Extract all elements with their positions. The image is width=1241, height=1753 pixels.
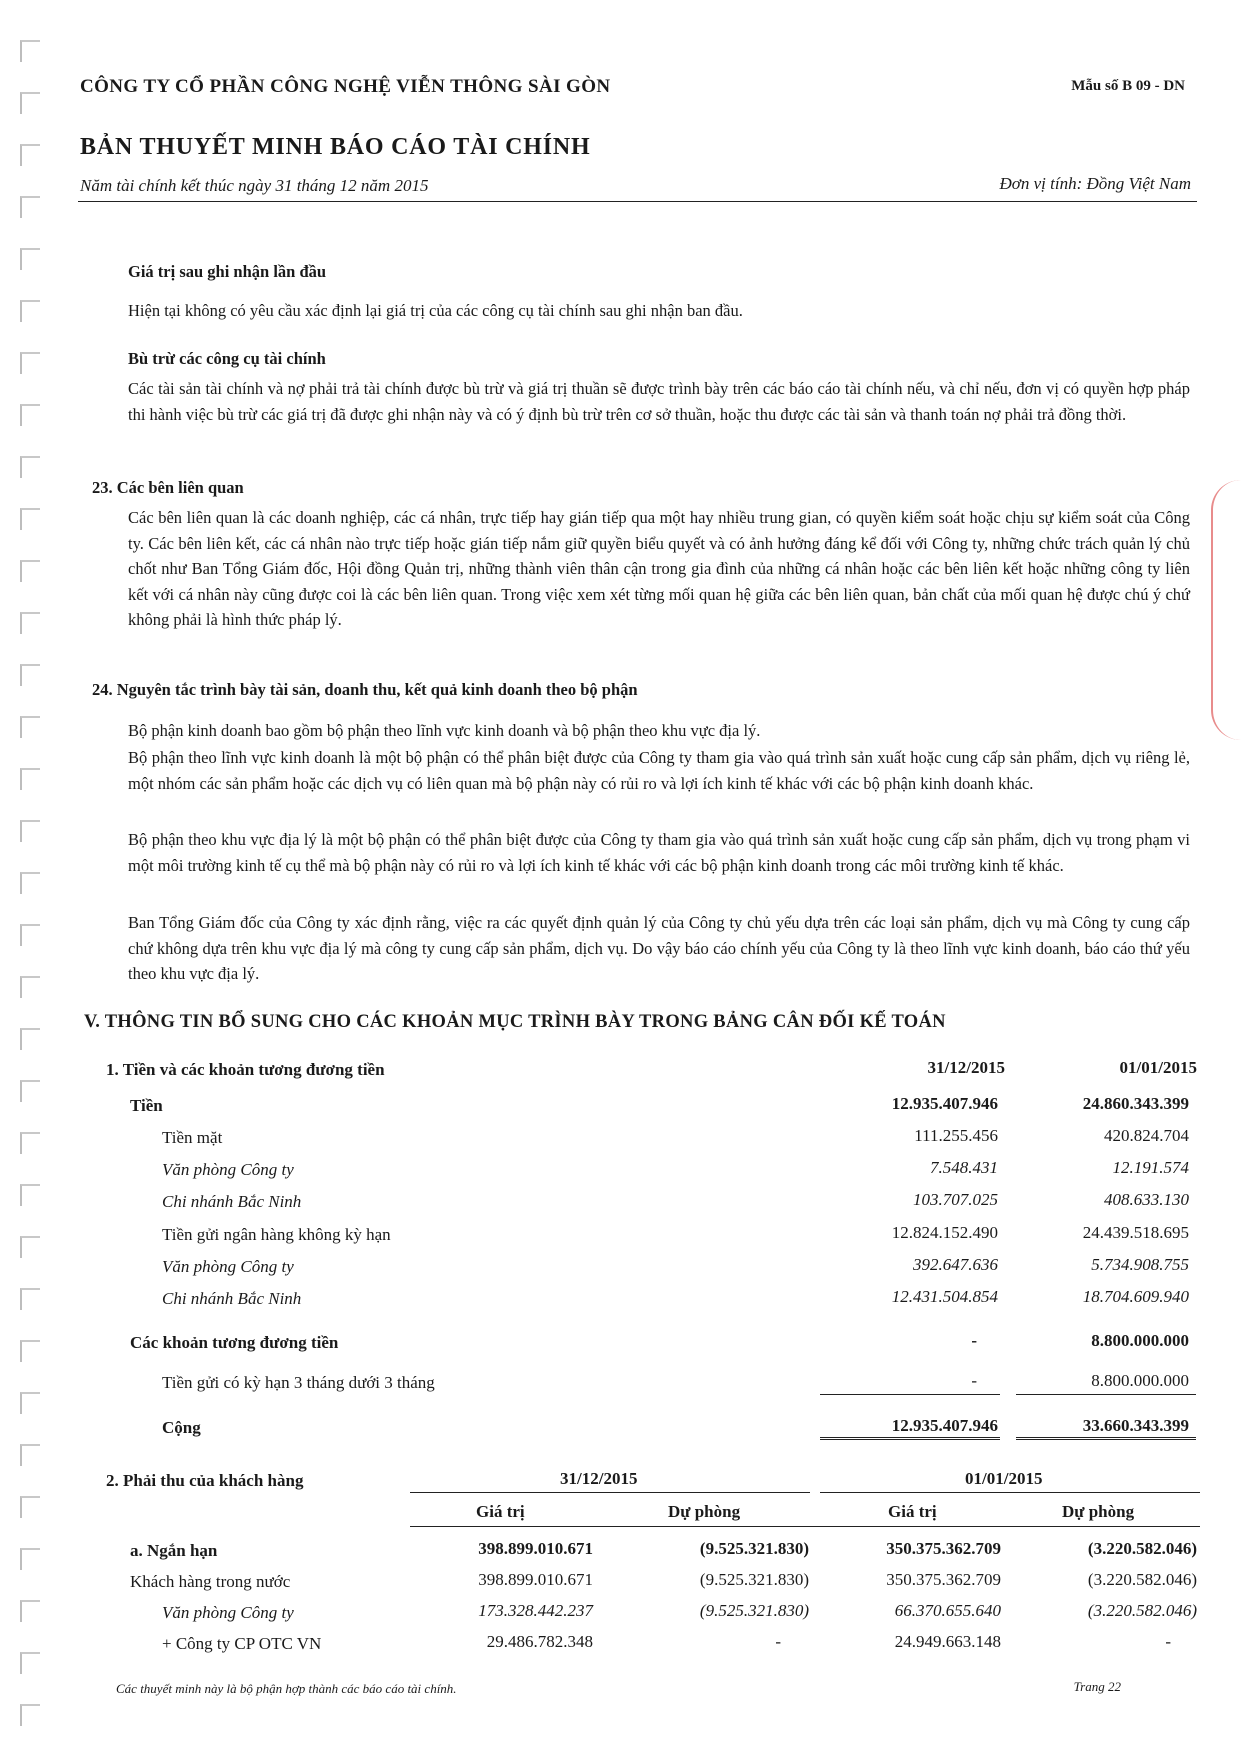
row-value-2014: 24.860.343.399 [1082,1094,1189,1113]
row-value-2015: 392.647.636 [913,1255,998,1274]
related-parties-heading: 23. Các bên liên quan [92,478,244,497]
row-label: Tiền mặt [162,1128,223,1147]
company-name: CÔNG TY CỔ PHẦN CÔNG NGHỆ VIỄN THÔNG SÀI GÒN [80,76,611,97]
row-label: + Công ty CP OTC VN [162,1634,322,1653]
segment-paragraph-3: Bộ phận theo khu vực địa lý là một bộ phận có thể phân biệt được của Công ty tham gia vào quá trình sản xuất hoặc cung cấp sản phẩm, dịch vụ trong phạm vi một môi trường kinh tế cụ thể mà bộ phận này có rủi ro và lợi ích kinh tế khác với các bộ phận kinh doanh trong các môi trường kinh tế khác. [128,830,1190,875]
row-label: Chi nhánh Bắc Ninh [162,1192,302,1211]
row-provision-2015: - [775,1632,781,1651]
row-label: Tiền [130,1096,163,1115]
row-value-2015: 12.431.504.854 [891,1287,998,1306]
row-provision-2015: (9.525.321.830) [699,1601,809,1620]
row-label: Tiền gửi có kỳ hạn 3 tháng dưới 3 tháng [162,1373,435,1392]
row-label: Khách hàng trong nước [130,1572,291,1591]
cash-col-2014-header: 01/01/2015 [1119,1058,1197,1077]
row-label: Tiền gửi ngân hàng không kỳ hạn [162,1225,391,1244]
sub-header-rule [410,1526,1200,1527]
row-provision-2014: - [1165,1632,1171,1651]
sub-header-provision-2015: Dự phòng [668,1502,741,1521]
offsetting-text: Các tài sản tài chính và nợ phải trả tài chính được bù trừ và giá trị thuần sẽ được trình bày trên các báo cáo tài chính nếu, và chỉ nếu, đơn vị có quyền hợp pháp thi hành việc bù trừ các giá trị đã được ghi nhận này và có ý định bù trừ trên cơ sở thuần, hoặc thu được các tài sản và thanh toán nợ phải trả đồng thời. [128,379,1190,424]
footer-note: Các thuyết minh này là bộ phận hợp thành các báo cáo tài chính. [116,1681,457,1696]
cash-table-heading: 1. Tiền và các khoản tương đương tiền [106,1060,385,1079]
row-value-2014: 420.824.704 [1104,1126,1189,1145]
segment-heading: 24. Nguyên tắc trình bày tài sản, doanh thu, kết quả kinh doanh theo bộ phận [92,680,638,699]
row-value-2015: 12.935.407.946 [891,1094,998,1113]
row-value-2015: - [971,1371,977,1390]
row-value-2014: 24.439.518.695 [1082,1223,1189,1242]
row-value-2014: 8.800.000.000 [1091,1371,1189,1390]
row-value-2014: 66.370.655.640 [894,1601,1001,1620]
row-value-2014: 8.800.000.000 [1091,1331,1189,1350]
form-code: Mẫu số B 09 - DN [1071,78,1185,94]
row-label: Văn phòng Công ty [162,1160,294,1179]
row-value-2014: 24.949.663.148 [894,1632,1001,1651]
row-value-2015: 29.486.782.348 [486,1632,593,1651]
subtotal-rule-2014 [1016,1394,1196,1395]
row-provision-2015: (9.525.321.830) [699,1570,809,1589]
cash-total-2015: 12.935.407.946 [891,1416,998,1435]
row-label: Văn phòng Công ty [162,1603,294,1622]
page-number: Trang 22 [1073,1679,1121,1694]
row-label: a. Ngắn hạn [130,1541,218,1560]
row-value-2015: 103.707.025 [913,1190,998,1209]
document-title: BẢN THUYẾT MINH BÁO CÁO TÀI CHÍNH [80,134,591,160]
group-rule-2015 [410,1492,810,1493]
row-value-2014: 408.633.130 [1104,1190,1189,1209]
offsetting-heading: Bù trừ các công cụ tài chính [128,349,326,368]
subtotal-rule-2015 [820,1394,1000,1395]
row-value-2014: 350.375.362.709 [886,1539,1001,1558]
row-provision-2014: (3.220.582.046) [1087,1539,1197,1558]
row-value-2015: 398.899.010.671 [478,1570,593,1589]
group-rule-2014 [820,1492,1200,1493]
segment-paragraph-2: Bộ phận theo lĩnh vực kinh doanh là một bộ phận có thể phân biệt được của Công ty tham gia vào quá trình sản xuất hoặc cung cấp sản phẩm, dịch vụ riêng lẻ, một nhóm các sản phẩm hoặc các dịch vụ có liên quan mà bộ phận này có rủi ro và lợi ích kinh tế khác với các bộ phận kinh doanh khác. [128,748,1190,793]
total-double-rule-2015 [820,1437,1000,1440]
red-stamp-edge [1211,480,1241,740]
related-parties-text: Các bên liên quan là các doanh nghiệp, các cá nhân, trực tiếp hay gián tiếp qua một hay nhiều trung gian, có quyền kiểm soát hoặc chịu sự kiểm soát của Công ty. Các bên liên kết, các cá nhân nào trực tiếp hoặc gián tiếp nắm giữ quyền biểu quyết và có ảnh hưởng đáng kể đối với Công ty, những chức trách quản lý chủ chốt như Ban Tổng Giám đốc, Hội đồng Quản trị, những thành viên thân cận trong gia đình của những cá nhân hoặc các bên liên kết hoặc những công ty liên kết với cá nhân này cũng được coi là các bên liên quan. Trong việc xem xét từng mối quan hệ giữa các bên liên quan, bản chất của mối quan hệ được chú ý chứ không phải là hình thức pháp lý. [128,508,1190,629]
currency-unit: Đơn vị tính: Đồng Việt Nam [999,174,1191,193]
section-v-title: V. THÔNG TIN BỔ SUNG CHO CÁC KHOẢN MỤC TRÌNH BÀY TRONG BẢNG CÂN ĐỐI KẾ TOÁN [84,1012,946,1032]
row-value-2014: 18.704.609.940 [1082,1287,1189,1306]
receivables-group-2014: 01/01/2015 [965,1469,1043,1488]
binder-holes [20,40,46,1720]
cash-total-label: Cộng [162,1418,201,1437]
segment-paragraph-1: Bộ phận kinh doanh bao gồm bộ phận theo lĩnh vực kinh doanh và bộ phận theo khu vực địa lý. [128,721,761,740]
row-provision-2014: (3.220.582.046) [1087,1570,1197,1589]
row-value-2014: 350.375.362.709 [886,1570,1001,1589]
row-value-2015: 398.899.010.671 [478,1539,593,1558]
receivables-group-2015: 31/12/2015 [560,1469,638,1488]
row-value-2015: 12.824.152.490 [891,1223,998,1242]
sub-header-value-2015: Giá trị [476,1502,525,1521]
row-value-2014: 5.734.908.755 [1091,1255,1189,1274]
fiscal-year: Năm tài chính kết thúc ngày 31 tháng 12 năm 2015 [80,176,429,195]
row-value-2015: 7.548.431 [930,1158,998,1177]
row-label: Văn phòng Công ty [162,1257,294,1276]
after-recognition-heading: Giá trị sau ghi nhận lần đầu [128,262,327,281]
row-value-2015: - [971,1331,977,1350]
cash-col-2015-header: 31/12/2015 [927,1058,1005,1077]
row-value-2015: 173.328.442.237 [478,1601,593,1620]
sub-header-provision-2014: Dự phòng [1062,1502,1135,1521]
total-double-rule-2014 [1016,1437,1196,1440]
row-value-2014: 12.191.574 [1112,1158,1189,1177]
row-value-2015: 111.255.456 [914,1126,998,1145]
row-label: Các khoản tương đương tiền [130,1333,339,1352]
row-label: Chi nhánh Bắc Ninh [162,1289,302,1308]
segment-paragraph-4: Ban Tổng Giám đốc của Công ty xác định rằng, việc ra các quyết định quản lý của Công ty chủ yếu dựa trên các loại sản phẩm, dịch vụ mà Công ty cung cấp chứ không dựa trên khu vực địa lý mà công ty cung cấp sản phẩm, dịch vụ. Do vậy báo cáo chính yếu của Công ty là theo lĩnh vực kinh doanh, báo cáo thứ yếu theo khu vực địa lý. [128,913,1190,983]
header-divider [78,201,1197,202]
row-provision-2015: (9.525.321.830) [699,1539,809,1558]
receivables-heading: 2. Phải thu của khách hàng [106,1471,304,1490]
row-provision-2014: (3.220.582.046) [1087,1601,1197,1620]
cash-total-2014: 33.660.343.399 [1082,1416,1189,1435]
after-recognition-text: Hiện tại không có yêu cầu xác định lại giá trị của các công cụ tài chính sau ghi nhận ban đầu. [128,301,743,320]
sub-header-value-2014: Giá trị [888,1502,937,1521]
